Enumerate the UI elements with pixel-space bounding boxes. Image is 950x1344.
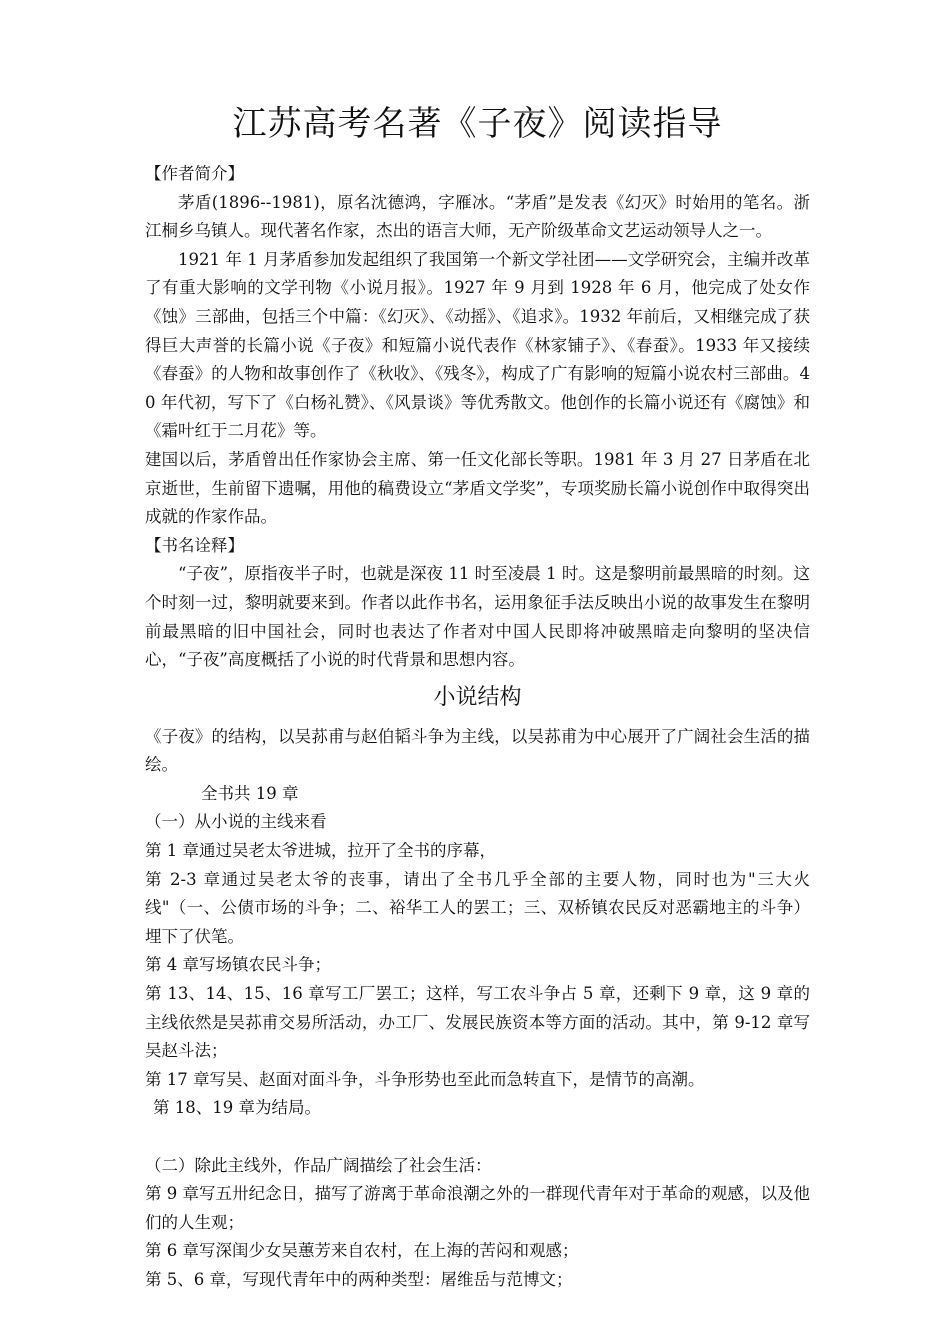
paragraph: 第 17 章写吴、赵面对面斗争，斗争形势也至此而急转直下，是情节的高潮。	[145, 1069, 705, 1089]
paragraph: （二）除此主线外，作品广阔描绘了社会生活：	[145, 1155, 492, 1175]
paragraph: “子夜”，原指夜半子时，也就是深夜 11 时至凌晨 1 时。这是黎明前最黑暗的时刻。这个时刻一过，黎明就要来到。作者以此作书名，运用象征手法反映出小说的故事发生在黎明前最黑暗的旧中国社会，同时也表达了作者对中国人民即将冲破黑暗走向黎明的坚决信心，“子夜”高度概括了小说的时代背景和思想内容。	[145, 564, 810, 670]
paragraph: 《子夜》的结构，以吴荪甫与赵伯韬斗争为主线，以吴荪甫为中心展开了广阔社会生活的描绘。	[145, 726, 810, 775]
paragraph: 全书共 19 章	[201, 783, 299, 803]
paragraph: 建国以后，茅盾曾出任作家协会主席、第一任文化部长等职。1981 年 3 月 27 日茅盾在北京逝世，生前留下遗嘱，用他的稿费设立“茅盾文学奖”，专项奖励长篇小说创作中取得突出成就的作家作品。	[145, 449, 810, 527]
paragraph: （一）从小说的主线来看	[145, 812, 327, 832]
paragraph: 茅盾(1896--1981)，原名沈德鸿，字雁冰。“茅盾”是发表《幻灭》时始用的笔名。浙江桐乡乌镇人。现代著名作家，杰出的语言大师，无产阶级革命文艺运动领导人之一。	[145, 192, 810, 241]
paragraph: 第 4 章写场镇农民斗争；	[145, 955, 331, 975]
paragraph: 第 1 章通过吴老太爷进城，拉开了全书的序幕，	[145, 841, 496, 861]
spacer	[145, 1123, 810, 1152]
paragraph: 1921 年 1 月茅盾参加发起组织了我国第一个新文学社团——文学研究会，主编并改革了有重大影响的文学刊物《小说月报》。1927 年 9 月到 1928 年 6 月，他完成了处女作《蚀》三部曲，包括三个中篇：《幻灭》、《动摇》、《追求》。1932 年前后，又相继完成了获得巨大声誉的长篇小说《子夜》和短篇小说代表作《林家铺子》、《春蚕》。1933 年又接续《春蚕》的人物和故事创作了《秋收》、《残冬》，构成了广有影响的短篇小说农村三部曲。40 年代初，写下了《白杨礼赞》、《风景谈》等优秀散文。他创作的长篇小说还有《腐蚀》和《霜叶红于二月花》等。	[145, 249, 810, 441]
section-heading-author: 【作者简介】	[145, 164, 244, 183]
paragraph: 第 5、6 章，写现代青年中的两种类型：屠维岳与范博文；	[145, 1269, 573, 1289]
document-title: 江苏高考名著《子夜》阅读指导	[232, 104, 723, 144]
paragraph: 第 9 章写五卅纪念日，描写了游离于革命浪潮之外的一群现代青年对于革命的观感，以及他们的人生观；	[145, 1184, 810, 1232]
section-title-structure: 小说结构	[433, 684, 522, 710]
section-heading-title-meaning: 【书名诠释】	[145, 535, 244, 555]
paragraph: 第 6 章写深闺少女吴蕙芳来自农村，在上海的苦闷和观感；	[145, 1241, 579, 1261]
paragraph: 第 2-3 章通过吴老太爷的丧事，请出了全书几乎全部的主要人物，同时也为"三大火线"（一、公债市场的斗争；二、裕华工人的罢工；三、双桥镇农民反对恶霸地主的斗争）埋下了伏笔。	[145, 869, 810, 946]
paragraph: 第 13、14、15、16 章写工厂罢工；这样，写工农斗争占 5 章，还剩下 9 章，这 9 章的主线依然是吴荪甫交易所活动，办工厂、发展民族资本等方面的活动。其中，第 9-12 章写吴赵斗法；	[145, 984, 810, 1061]
document-page	[145, 100, 810, 1295]
paragraph: 第 18、19 章为结局。	[153, 1098, 321, 1118]
